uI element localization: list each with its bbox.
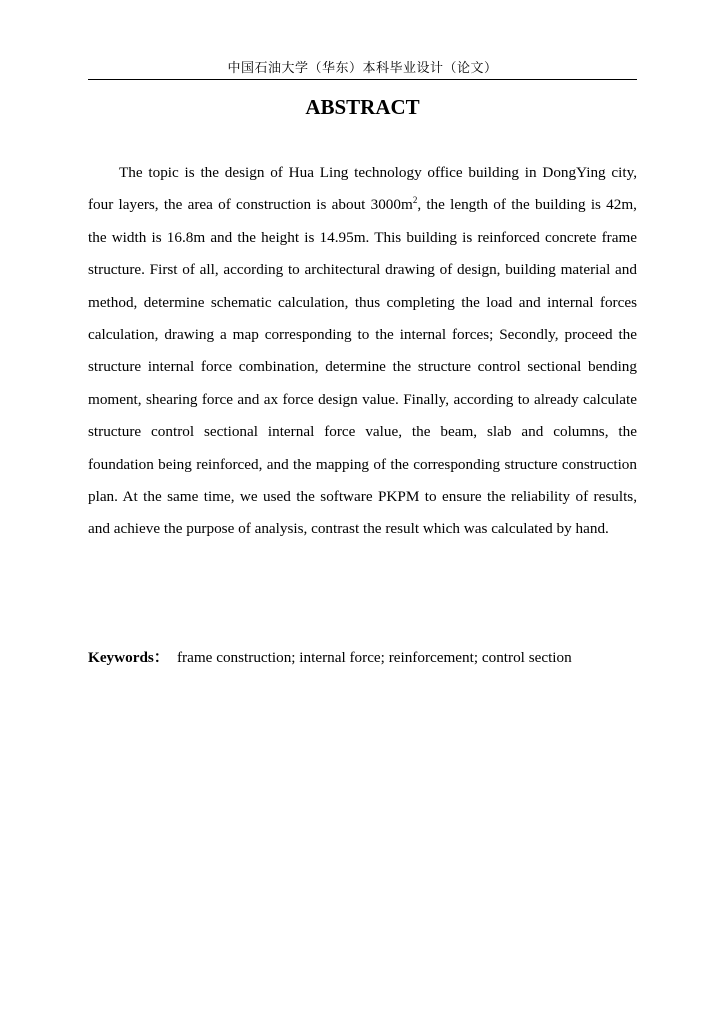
abstract-title: ABSTRACT [305, 95, 420, 119]
abstract-text-part1: The topic is the design of Hua Ling technology office building in DongYing city, four layers, the area of construction is about 3000m [88, 164, 637, 214]
abstract-text-part2: , the length of the building is 42m, the width is 16.8m and the height is 14.95m. This building is reinforced concrete frame structure. First of all, according to architectural drawing of design, building material and method, determine schematic calculation, thus completing the load and internal forces calculation, drawing a map corresponding to the internal forces; Secondly, proceed the structure internal force combination, determine the structure control sectional bending moment, shearing force and ax force design value. Finally, according to already calculate structure control sectional internal force value, the beam, slab and columns, the foundation being reinforced, and the mapping of the corresponding structure construction plan. At the same time, we used the software PKPM to ensure the reliability of results, and achieve the purpose of analysis, contrast the result which was calculated by hand. [88, 196, 637, 538]
page-header: 中国石油大学（华东）本科毕业设计（论文） [227, 61, 498, 76]
keywords-label: Keywords： [88, 649, 169, 666]
keywords-text: frame construction; internal force; reinforcement; control section [177, 649, 572, 666]
header-rule [88, 79, 637, 80]
area-superscript: 2 [412, 195, 418, 206]
abstract-body [88, 157, 637, 546]
keywords-line [88, 642, 637, 674]
